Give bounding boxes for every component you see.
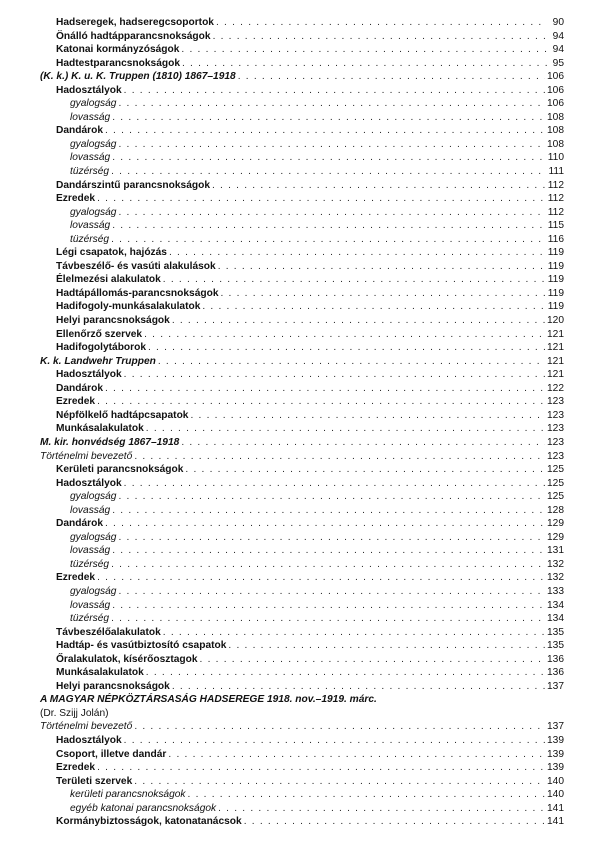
toc-page-number: 140 <box>547 775 564 787</box>
toc-dot-leader <box>163 626 545 640</box>
toc-dot-leader <box>172 314 545 328</box>
toc-entry <box>40 693 564 707</box>
toc-page-number: 112 <box>547 193 564 205</box>
toc-dot-leader <box>111 612 545 626</box>
toc-entry <box>40 111 564 125</box>
toc-dot-leader <box>181 43 547 57</box>
toc-page-number: 139 <box>547 762 564 774</box>
toc-page-number: 140 <box>547 789 564 801</box>
toc-page-number: 129 <box>547 531 564 543</box>
toc-entry <box>40 558 564 572</box>
toc-entry-title: Területi szervek <box>56 775 133 787</box>
toc-page-number: 128 <box>547 504 564 516</box>
toc-entry <box>40 151 564 165</box>
toc-entry-title: Légi csapatok, hajózás <box>56 247 167 259</box>
toc-dot-leader <box>188 788 545 802</box>
toc-entry <box>40 775 564 789</box>
toc-entry <box>40 409 564 423</box>
toc-entry-title: Helyi parancsnokságok <box>56 680 170 692</box>
toc-entry <box>40 788 564 802</box>
toc-entry-title: Önálló hadtápparancsnokságok <box>56 30 211 42</box>
toc-dot-leader <box>118 531 545 545</box>
toc-dot-leader <box>146 666 545 680</box>
toc-entry-title: Hadtestparancsnokságok <box>56 57 180 69</box>
toc-dot-leader <box>144 328 545 342</box>
toc-page-number: 132 <box>547 558 564 570</box>
toc-dot-leader <box>185 463 545 477</box>
toc-entry-title: tüzérség <box>70 613 110 625</box>
toc-entry <box>40 300 564 314</box>
toc-entry <box>40 97 564 111</box>
toc-entry-title: tüzérség <box>70 233 110 245</box>
toc-entry <box>40 544 564 558</box>
toc-dot-leader <box>112 599 545 613</box>
toc-entry-title: Katonai kormányzóságok <box>56 44 180 56</box>
toc-entry-title: Hadtápállomás-parancsnokságok <box>56 287 219 299</box>
toc-dot-leader <box>218 802 545 816</box>
toc-entry-title: Csoport, illetve dandár <box>56 748 167 760</box>
toc-page-number: 94 <box>552 44 564 56</box>
toc-entry-title: kerületi parancsnokságok <box>70 789 186 801</box>
toc-dot-leader <box>97 571 545 585</box>
toc-page-number: 106 <box>547 84 564 96</box>
toc-entry <box>40 341 564 355</box>
toc-entry <box>40 84 564 98</box>
toc-entry <box>40 599 564 613</box>
toc-entry <box>40 626 564 640</box>
toc-entry <box>40 571 564 585</box>
toc-entry <box>40 680 564 694</box>
toc-page-number: 119 <box>547 301 564 313</box>
toc-entry <box>40 287 564 301</box>
toc-page-number: 136 <box>547 667 564 679</box>
toc-entry <box>40 666 564 680</box>
toc-entry <box>40 233 564 247</box>
toc-page-number: 123 <box>547 450 564 462</box>
toc-entry-title: Kormánybiztosságok, katonatanácsok <box>56 816 242 828</box>
toc-dot-leader <box>112 504 545 518</box>
toc-entry <box>40 802 564 816</box>
toc-entry <box>40 517 564 531</box>
toc-dot-leader <box>105 124 545 138</box>
toc-entry <box>40 260 564 274</box>
toc-dot-leader <box>112 219 546 233</box>
toc-entry <box>40 504 564 518</box>
toc-entry-title: Ezredek <box>56 396 96 408</box>
toc-page-number: 122 <box>547 382 564 394</box>
toc-page-number: 135 <box>547 640 564 652</box>
toc-dot-leader <box>97 395 545 409</box>
toc-page-number: 134 <box>547 599 564 611</box>
toc-entry-title: (Dr. Szijj Jolán) <box>40 707 109 719</box>
toc-entry-title: gyalogság <box>70 138 117 150</box>
toc-page-number: 95 <box>552 57 564 69</box>
toc-dot-leader <box>158 355 545 369</box>
toc-entry <box>40 43 564 57</box>
toc-dot-leader <box>182 57 547 71</box>
toc-page-number: 119 <box>547 274 564 286</box>
toc-entry-title: Élelmezési alakulatok <box>56 274 161 286</box>
toc-dot-leader <box>134 450 545 464</box>
toc-entry <box>40 450 564 464</box>
toc-entry-title: Dandárok <box>56 382 103 394</box>
toc-entry-title: Ezredek <box>56 762 96 774</box>
toc-page-number: 135 <box>547 626 564 638</box>
toc-dot-leader <box>190 409 545 423</box>
toc-page-number: 112 <box>547 206 564 218</box>
toc-entry <box>40 395 564 409</box>
toc-entry-title: Távbeszélő- és vasúti alakulások <box>56 260 216 272</box>
toc-entry-title: Dandárok <box>56 518 103 530</box>
toc-entry <box>40 192 564 206</box>
toc-entry-title: lovasság <box>70 111 111 123</box>
toc-page-number: 108 <box>547 125 564 137</box>
toc-entry <box>40 761 564 775</box>
toc-page-number: 110 <box>547 152 564 164</box>
toc-entry-title: Történelmi bevezető <box>40 721 133 733</box>
toc-entry <box>40 219 564 233</box>
table-of-contents <box>40 16 564 829</box>
toc-dot-leader <box>111 558 545 572</box>
toc-dot-leader <box>111 165 546 179</box>
toc-entry <box>40 273 564 287</box>
toc-entry-title: Ellenőrző szervek <box>56 328 143 340</box>
toc-entry <box>40 328 564 342</box>
toc-page-number: 121 <box>547 328 564 340</box>
toc-page-number: 108 <box>547 138 564 150</box>
toc-entry-title: Hadifogoly-munkásalakulatok <box>56 301 201 313</box>
toc-entry <box>40 70 564 84</box>
toc-page-number: 90 <box>552 17 564 28</box>
toc-page-number: 108 <box>547 111 564 123</box>
toc-dot-leader <box>168 748 545 762</box>
toc-dot-leader <box>228 639 545 653</box>
toc-dot-leader <box>218 260 546 274</box>
toc-dot-leader <box>118 585 545 599</box>
toc-dot-leader <box>212 179 546 193</box>
toc-entry-title: Történelmi bevezető <box>40 450 133 462</box>
toc-page-number: 133 <box>547 585 564 597</box>
toc-entry <box>40 422 564 436</box>
toc-dot-leader <box>118 138 545 152</box>
toc-entry-title: Munkásalakulatok <box>56 667 144 679</box>
toc-page-number: 131 <box>547 545 564 557</box>
toc-entry <box>40 124 564 138</box>
toc-entry <box>40 639 564 653</box>
toc-page-number: 139 <box>547 748 564 760</box>
toc-entry <box>40 16 564 30</box>
toc-dot-leader <box>118 490 545 504</box>
toc-entry <box>40 246 564 260</box>
toc-entry <box>40 436 564 450</box>
toc-entry <box>40 612 564 626</box>
toc-entry <box>40 815 564 829</box>
toc-entry-title: Munkásalakulatok <box>56 423 144 435</box>
toc-dot-leader <box>111 233 546 247</box>
toc-page-number: 123 <box>547 423 564 435</box>
toc-entry <box>40 355 564 369</box>
toc-entry-title: Ezredek <box>56 572 96 584</box>
toc-entry <box>40 206 564 220</box>
toc-entry <box>40 138 564 152</box>
toc-page-number: 137 <box>547 721 564 733</box>
toc-page-number: 120 <box>547 315 564 327</box>
toc-entry-title: lovasság <box>70 599 111 611</box>
toc-page-number: 106 <box>547 71 564 83</box>
toc-entry <box>40 653 564 667</box>
toc-page-number: 125 <box>547 464 564 476</box>
toc-page-number: 123 <box>547 396 564 408</box>
toc-page-number: 111 <box>548 166 564 178</box>
toc-dot-leader <box>118 206 545 220</box>
toc-entry-title: Hadtáp- és vasútbiztosító csapatok <box>56 640 227 652</box>
toc-page-number: 125 <box>547 477 564 489</box>
toc-dot-leader <box>97 192 546 206</box>
toc-page-number: 115 <box>547 220 564 232</box>
toc-entry-title: Dandárszintű parancsnokságok <box>56 179 210 191</box>
toc-dot-leader <box>238 70 545 84</box>
toc-entry <box>40 314 564 328</box>
toc-page-number: 106 <box>547 98 564 110</box>
toc-entry-title: lovasság <box>70 504 111 516</box>
toc-dot-leader <box>134 775 545 789</box>
toc-page-number: 136 <box>547 653 564 665</box>
toc-page-number: 141 <box>547 816 564 828</box>
toc-entry <box>40 707 564 721</box>
toc-entry-title: gyalogság <box>70 491 117 503</box>
toc-dot-leader <box>124 368 545 382</box>
toc-page-number: 121 <box>547 355 564 367</box>
toc-dot-leader <box>124 734 545 748</box>
toc-dot-leader <box>216 16 547 30</box>
toc-entry <box>40 368 564 382</box>
toc-page-number: 121 <box>547 369 564 381</box>
toc-dot-leader <box>105 382 545 396</box>
toc-page-number: 123 <box>547 409 564 421</box>
toc-dot-leader <box>172 680 545 694</box>
toc-entry <box>40 30 564 44</box>
toc-page-number: 119 <box>547 287 564 299</box>
toc-dot-leader <box>200 653 545 667</box>
toc-page-number: 125 <box>547 491 564 503</box>
toc-entry <box>40 179 564 193</box>
toc-entry <box>40 477 564 491</box>
toc-entry-title: lovasság <box>70 545 111 557</box>
toc-entry <box>40 585 564 599</box>
toc-entry-title: Hadosztályok <box>56 84 122 96</box>
toc-dot-leader <box>148 341 545 355</box>
toc-entry-title: Hadseregek, hadseregcsoportok <box>56 17 214 28</box>
toc-entry-title: K. k. Landwehr Truppen <box>40 355 156 367</box>
toc-entry-title: gyalogság <box>70 531 117 543</box>
toc-dot-leader <box>213 30 547 44</box>
toc-entry-title: egyéb katonai parancsnokságok <box>70 802 217 814</box>
toc-page-number: 129 <box>547 518 564 530</box>
toc-entry-title: Ezredek <box>56 193 96 205</box>
toc-dot-leader <box>97 761 545 775</box>
toc-dot-leader <box>146 422 545 436</box>
toc-entry-title: Őralakulatok, kísérőosztagok <box>56 653 198 665</box>
toc-entry-title: gyalogság <box>70 98 117 110</box>
toc-entry <box>40 463 564 477</box>
toc-dot-leader <box>244 815 545 829</box>
toc-dot-leader <box>112 111 545 125</box>
toc-entry-title: gyalogság <box>70 585 117 597</box>
toc-entry <box>40 720 564 734</box>
toc-entry-title: Népfölkelő hadtápcsapatok <box>56 409 189 421</box>
toc-page-number: 132 <box>547 572 564 584</box>
toc-page-number: 116 <box>547 233 564 245</box>
toc-entry-title: M. kir. honvédség 1867–1918 <box>40 436 180 448</box>
toc-entry-title: Dandárok <box>56 125 103 137</box>
toc-dot-leader <box>124 84 545 98</box>
toc-page-number: 94 <box>552 30 564 42</box>
toc-entry-title: lovasság <box>70 220 111 232</box>
toc-entry-title: Hadosztályok <box>56 477 122 489</box>
toc-entry-title: gyalogság <box>70 206 117 218</box>
toc-entry <box>40 165 564 179</box>
toc-dot-leader <box>118 97 545 111</box>
toc-entry-title: tüzérség <box>70 166 110 178</box>
toc-dot-leader <box>202 300 545 314</box>
toc-dot-leader <box>181 436 545 450</box>
toc-dot-leader <box>105 517 545 531</box>
toc-page-number: 134 <box>547 613 564 625</box>
toc-dot-leader <box>169 246 546 260</box>
toc-entry-title: Hadosztályok <box>56 369 122 381</box>
toc-page-number: 112 <box>547 179 564 191</box>
toc-page-number: 137 <box>547 680 564 692</box>
toc-entry-title: Hadosztályok <box>56 734 122 746</box>
toc-entry <box>40 531 564 545</box>
toc-page-number: 119 <box>547 247 564 259</box>
toc-dot-leader <box>124 477 545 491</box>
toc-entry-title: Kerületi parancsnokságok <box>56 464 184 476</box>
toc-dot-leader <box>134 720 545 734</box>
toc-page-number: 139 <box>547 734 564 746</box>
toc-dot-leader <box>221 287 546 301</box>
toc-entry-title: lovasság <box>70 152 111 164</box>
toc-page-number: 141 <box>547 802 564 814</box>
toc-entry-title: tüzérség <box>70 558 110 570</box>
toc-entry <box>40 490 564 504</box>
toc-page-number: 121 <box>547 342 564 354</box>
toc-entry-title: Távbeszélőalakulatok <box>56 626 161 638</box>
toc-entry-title: (K. k.) K. u. K. Truppen (1810) 1867–1918 <box>40 71 236 83</box>
toc-entry-title: Helyi parancsnokságok <box>56 315 170 327</box>
toc-dot-leader <box>112 544 545 558</box>
toc-dot-leader <box>112 151 546 165</box>
toc-page-number: 119 <box>547 260 564 272</box>
toc-dot-leader <box>163 273 546 287</box>
toc-entry <box>40 382 564 396</box>
toc-entry <box>40 748 564 762</box>
toc-entry <box>40 57 564 71</box>
toc-entry-title: A MAGYAR NÉPKÖZTÁRSASÁG HADSEREGE 1918. nov.–1919. márc. <box>40 694 377 706</box>
toc-entry <box>40 734 564 748</box>
toc-page-number: 123 <box>547 436 564 448</box>
toc-entry-title: Hadifogolytáborok <box>56 342 146 354</box>
